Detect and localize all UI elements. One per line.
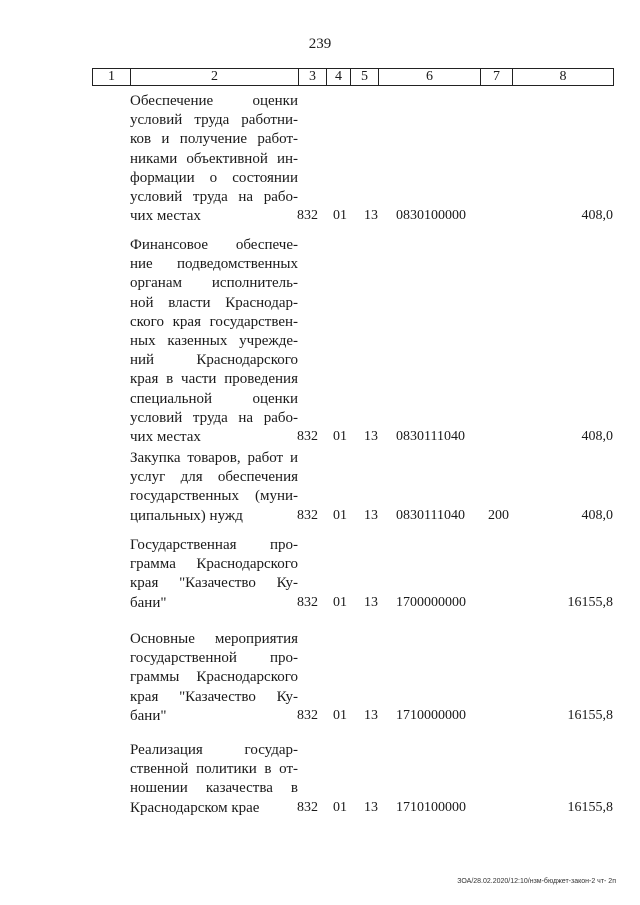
- description-line: ной власти Краснодар-: [130, 294, 298, 311]
- description-line: формации о состоянии: [130, 169, 298, 186]
- description-line: никами объективной ин-: [130, 150, 298, 167]
- description-line: Основные мероприятия: [130, 631, 298, 647]
- description-line: бани": [130, 594, 167, 611]
- row-description: [130, 536, 298, 613]
- cell-c8: 16155,8: [567, 799, 613, 815]
- document-footer: ЗОА/28.02.2020/12:10/нзм-бюджет-закон-2 чт- 2п: [457, 878, 616, 885]
- description-line: специальной оценки: [130, 390, 298, 407]
- description-line: края в части проведения: [130, 371, 298, 388]
- cell-c6: 1700000000: [396, 594, 466, 610]
- description-line: Краснодарском крае: [130, 799, 260, 816]
- table-header-row: [92, 68, 614, 86]
- cell-c5: 13: [364, 799, 378, 815]
- description-line: государственных (муни-: [130, 488, 298, 505]
- page-number: 239: [308, 36, 332, 52]
- cell-c7: 200: [488, 507, 509, 523]
- cell-c5: 13: [364, 429, 378, 444]
- description-line: условий труда работни-: [130, 112, 298, 129]
- cell-c4: 01: [333, 707, 347, 723]
- cell-c6: 0830111040: [396, 429, 465, 444]
- header-cell-7: 7: [481, 69, 513, 85]
- description-line: ношении казачества в: [130, 780, 298, 797]
- cell-c3: 832: [297, 799, 318, 815]
- description-line: Обеспечение оценки: [130, 93, 298, 109]
- description-line: бани": [130, 707, 167, 724]
- header-cell-4: 4: [327, 69, 351, 85]
- cell-c5: 13: [364, 707, 378, 723]
- row-description: [130, 449, 298, 526]
- row-description: [130, 236, 298, 447]
- cell-c5: 13: [364, 594, 378, 610]
- description-line: ние подведомственных: [130, 256, 298, 273]
- cell-c8: 408,0: [581, 208, 613, 224]
- description-line: государственной про-: [130, 650, 298, 667]
- cell-c3: 832: [297, 707, 318, 723]
- cell-c8: 408,0: [581, 507, 613, 523]
- header-cell-2: 2: [131, 69, 299, 85]
- cell-c3: 832: [297, 507, 318, 523]
- cell-c8: 16155,8: [567, 707, 613, 723]
- row-description: [130, 741, 298, 818]
- description-line: граммы Краснодарского: [130, 669, 298, 686]
- description-line: ственной политики в от-: [130, 761, 298, 778]
- cell-c6: 1710100000: [396, 799, 466, 815]
- description-line: ний Краснодарского: [130, 352, 298, 369]
- cell-c6: 0830111040: [396, 507, 465, 523]
- description-line: органам исполнитель-: [130, 275, 298, 292]
- description-line: чих местах: [130, 208, 201, 225]
- header-cell-1: 1: [93, 69, 131, 85]
- cell-c3: 832: [297, 208, 318, 224]
- description-line: ципальных) нужд: [130, 507, 243, 524]
- header-cell-5: 5: [351, 69, 379, 85]
- cell-c6: 1710000000: [396, 707, 466, 723]
- cell-c5: 13: [364, 507, 378, 523]
- description-line: грамма Краснодарского: [130, 556, 298, 573]
- header-cell-6: 6: [379, 69, 481, 85]
- description-line: условий труда на рабо-: [130, 189, 298, 206]
- header-cell-3: 3: [299, 69, 327, 85]
- description-line: ков и получение работ-: [130, 131, 298, 148]
- row-description: [130, 92, 298, 226]
- cell-c8: 16155,8: [567, 594, 613, 610]
- description-line: края "Казачество Ку-: [130, 575, 298, 592]
- cell-c3: 832: [297, 594, 318, 610]
- description-line: Финансовое обеспече-: [130, 237, 298, 253]
- cell-c4: 01: [333, 594, 347, 610]
- cell-c6: 0830100000: [396, 208, 466, 224]
- cell-c4: 01: [333, 507, 347, 523]
- description-line: услуг для обеспечения: [130, 469, 298, 486]
- cell-c4: 01: [333, 429, 347, 444]
- description-line: условий труда на рабо-: [130, 409, 298, 426]
- description-line: Государственная про-: [130, 537, 298, 553]
- description-line: ных казенных учрежде-: [130, 333, 298, 350]
- cell-c8: 408,0: [581, 429, 613, 444]
- description-line: ского края государствен-: [130, 313, 298, 330]
- cell-c4: 01: [333, 799, 347, 815]
- row-description: [130, 630, 298, 726]
- cell-c5: 13: [364, 208, 378, 224]
- header-cell-8: 8: [559, 69, 567, 84]
- description-line: Закупка товаров, работ и: [130, 450, 298, 466]
- cell-c4: 01: [333, 208, 347, 224]
- cell-c3: 832: [297, 429, 318, 444]
- description-line: чих местах: [130, 429, 201, 446]
- description-line: края "Казачество Ку-: [130, 688, 298, 705]
- description-line: Реализация государ-: [130, 742, 298, 758]
